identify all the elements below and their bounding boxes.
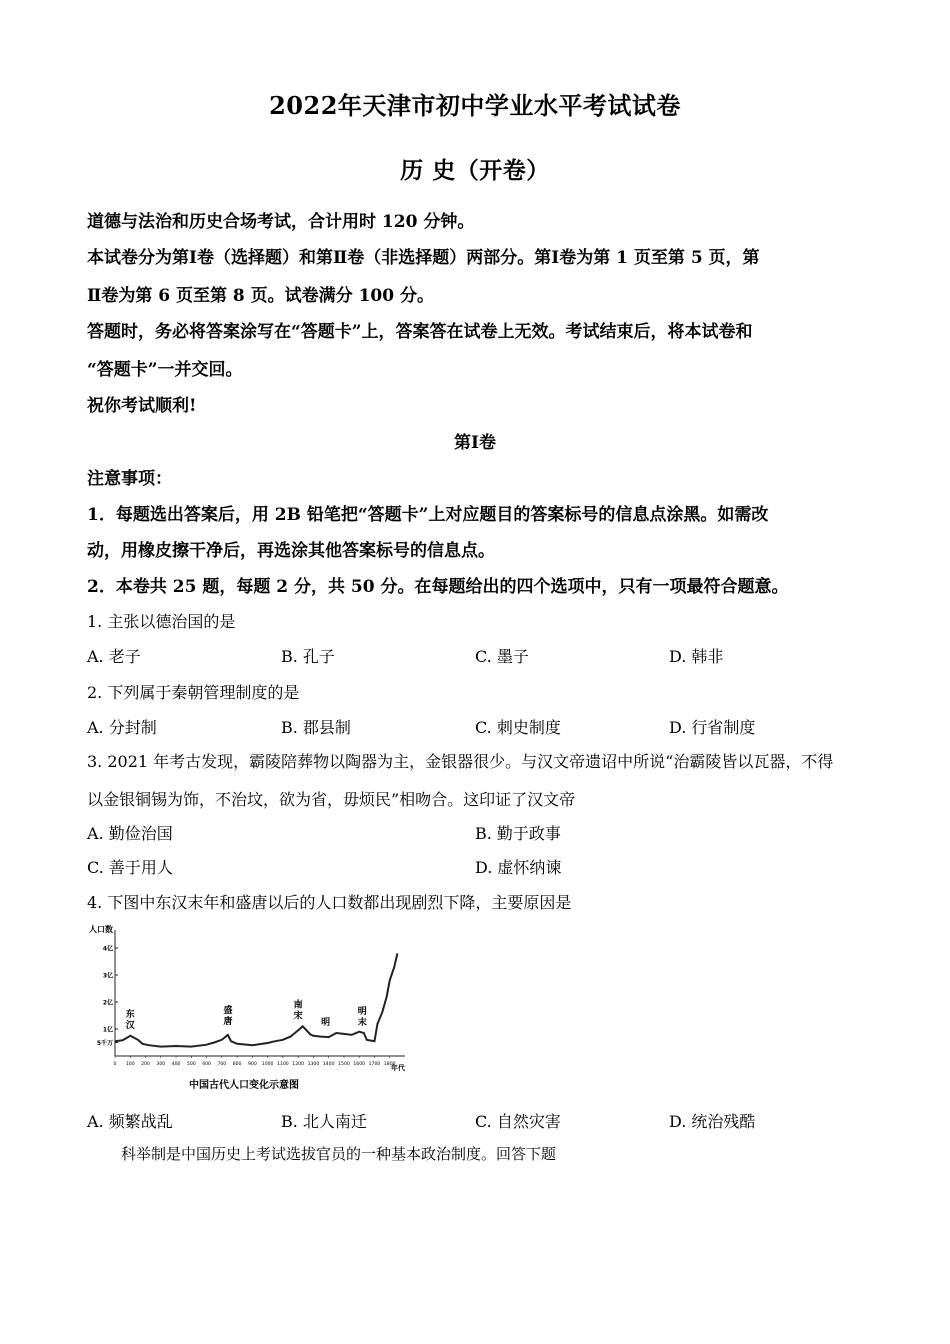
intro-line-2: 本试卷分为第Ⅰ卷（选择题）和第Ⅱ卷（非选择题）两部分。第Ⅰ卷为第 1 页至第 5 页，第 [87,248,760,268]
notice-heading: 注意事项： [87,469,172,489]
chart-x-tick-label: 1100 [277,1062,289,1067]
q3-option-c[interactable]: C. 善于用人 [87,858,173,877]
q3-stem-line-2: 以金银铜锡为饰，不治坟，欲为省，毋烦民”相吻合。这印证了汉文帝 [87,790,576,809]
intro-line-1: 道德与法治和历史合场考试，合计用时 120 分钟。 [87,212,475,232]
chart-x-tick-label: 900 [247,1062,257,1067]
intro-line-6: 祝你考试顺利! [87,396,197,416]
chart-y-tick-label: 2亿 [102,999,113,1007]
q4-stem: 4. 下图中东汉末年和盛唐以后的人口数都出现剧烈下降，主要原因是 [87,893,572,912]
chart-x-tick-label: 1800 [383,1062,396,1067]
q4-option-c[interactable]: C. 自然灾害 [475,1112,561,1131]
chart-x-tick-label: 1400 [322,1062,335,1067]
q3-option-b[interactable]: B. 勤于政事 [475,824,561,843]
chart-annotation [223,1004,232,1027]
chart-x-tick-label: 800 [232,1062,242,1067]
chart-x-tick-label: 1700 [368,1062,381,1067]
chart-annotation-char: 盛 [223,1005,233,1016]
chart-x-tick-label: 300 [156,1062,166,1067]
q2-option-b[interactable]: B. 郡县制 [281,718,351,737]
chart-title: 中国古代人口变化示意图 [189,1080,299,1091]
chart-y-tick-label: 3亿 [102,972,113,980]
q1-option-a[interactable]: A. 老子 [87,647,141,666]
chart-annotation [126,1008,136,1031]
q3-option-a[interactable]: A. 勤俭治国 [87,824,173,843]
q2-option-c[interactable]: C. 刺史制度 [475,718,561,737]
chart-x-tick-label: 400 [171,1062,181,1067]
q4-option-a[interactable]: A. 频繁战乱 [87,1112,173,1131]
chart-x-tick-label: 1600 [353,1062,366,1067]
notice-item-2: 2．本卷共 25 题，每题 2 分，共 50 分。在每题给出的四个选项中，只有一项最符合题意。 [87,577,789,597]
chart-x-tick-label: 600 [202,1062,211,1067]
q1-option-c[interactable]: C. 墨子 [475,647,529,666]
q1-stem: 1. 主张以德治国的是 [87,612,236,631]
chart-annotation-char: 明 [357,1007,367,1018]
q4-option-b[interactable]: B. 北人南迁 [281,1112,367,1131]
chart-annotation-char: 东 [125,1009,135,1020]
exam-title: 2022年天津市初中学业水平考试试卷 [269,91,681,120]
chart-annotation-char: 唐 [223,1016,233,1027]
chart-x-tick-label: 1300 [307,1062,320,1067]
chart-annotation-char: 南 [293,1000,303,1011]
chart-x-tick-label: 200 [141,1062,150,1067]
chart-annotation-char: 宋 [293,1011,303,1022]
intro-line-5: “答题卡”一并交回。 [87,360,243,380]
chart-annotation [358,1005,367,1028]
chart-x-tick-label: 700 [217,1062,227,1067]
chart-annotation-char: 汉 [125,1020,135,1031]
chart-annotation [321,1016,330,1028]
q3-stem-line-1: 3. 2021 年考古发现，霸陵陪葬物以陶器为主，金银器很少。与汉文帝遗诏中所说“治霸陵皆以瓦器，不得 [87,752,834,771]
section-title: 第Ⅰ卷 [454,433,496,453]
chart-y-tick-label: 5千万 [96,1040,113,1047]
q5-intro: 科举制是中国历史上考试选拔官员的一种基本政治制度。回答下题 [121,1145,557,1163]
chart-y-tick-label: 4亿 [102,945,113,953]
notice-item-1a: 1．每题选出答案后，用 2B 铅笔把“答题卡”上对应题目的答案标号的信息点涂黑。如需改 [87,505,769,525]
chart-xlabel: 年代 [391,1064,405,1072]
chart-y-tick-label: 1亿 [102,1026,113,1034]
q2-option-d[interactable]: D. 行省制度 [669,718,756,737]
q1-option-b[interactable]: B. 孔子 [281,647,335,666]
exam-subtitle: 历 史（开卷） [400,157,550,184]
q1-option-d[interactable]: D. 韩非 [669,647,724,666]
chart-annotation-char: 明 [321,1017,331,1028]
chart-annotation [294,998,303,1021]
intro-line-4: 答题时，务必将答案涂写在“答题卡”上，答案答在试卷上无效。考试结束后，将本试卷和 [87,322,753,342]
q4-option-d[interactable]: D. 统治残酷 [669,1112,756,1131]
chart-ylabel: 人口数 [89,925,113,934]
chart-x-tick-label: 100 [125,1062,135,1067]
chart-x-tick-label: 1000 [261,1062,274,1067]
intro-line-3: Ⅱ卷为第 6 页至第 8 页。试卷满分 100 分。 [87,286,434,306]
q2-stem: 2. 下列属于秦朝管理制度的是 [87,683,300,702]
chart-x-tick-label: 0 [113,1062,117,1067]
q2-option-a[interactable]: A. 分封制 [87,718,157,737]
population-series-line [115,953,397,1046]
q3-option-d[interactable]: D. 虚怀纳谏 [475,858,562,877]
population-chart [87,918,417,1096]
chart-x-tick-label: 1200 [292,1062,305,1067]
chart-annotation-char: 末 [357,1018,367,1029]
notice-item-1b: 动，用橡皮擦干净后，再选涂其他答案标号的信息点。 [87,541,495,561]
chart-x-tick-label: 1500 [338,1062,350,1067]
chart-x-tick-label: 500 [186,1062,196,1067]
